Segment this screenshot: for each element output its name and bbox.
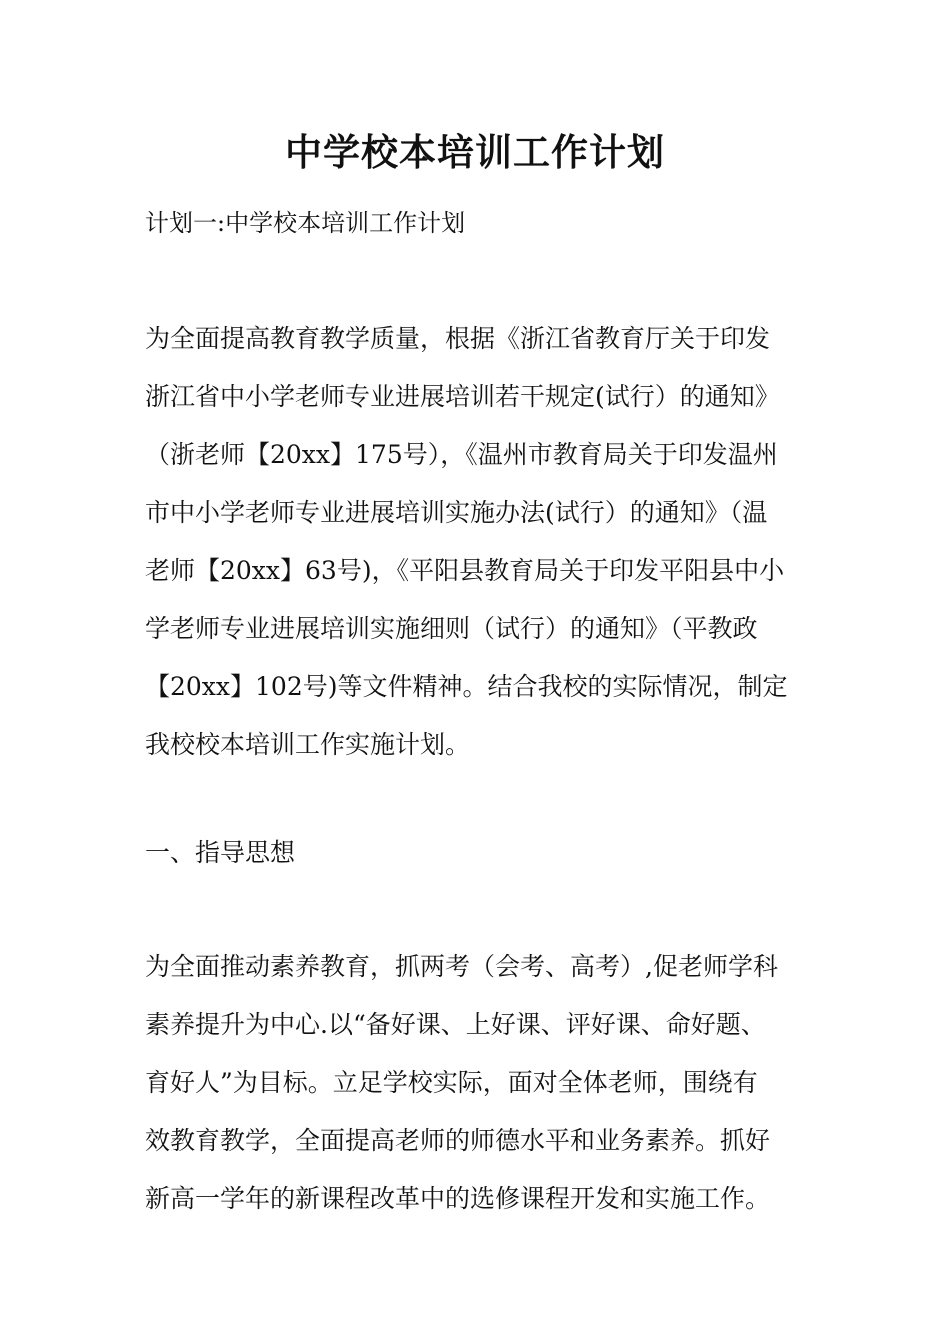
section-line: 为全面推动素养教育，抓两考（会考、高考）,促老师学科 <box>145 952 778 981</box>
document-title: 中学校本培训工作计划 <box>285 130 665 174</box>
document-subtitle: 计划一:中学校本培训工作计划 <box>145 209 466 237</box>
section-line: 素养提升为中心.以“备好课、上好课、评好课、命好题、 <box>145 1010 766 1039</box>
intro-paragraph <box>145 310 810 774</box>
section-line: 育好人”为目标。立足学校实际，面对全体老师，围绕有 <box>145 1068 758 1097</box>
intro-line: 为全面提高教育教学质量，根据《浙江省教育厅关于印发 <box>145 324 771 353</box>
intro-line: 浙江省中小学老师专业进展培训若干规定(试行）的通知》 <box>145 382 780 411</box>
intro-line: （浙老师【20xx】175号），《温州市教育局关于印发温州 <box>145 440 778 469</box>
intro-line: 我校校本培训工作实施计划。 <box>145 730 471 759</box>
intro-line: 学老师专业进展培训实施细则（试行）的通知》（平教政 <box>145 614 758 643</box>
guiding-thought-paragraph <box>145 938 810 1228</box>
section-line: 效教育教学，全面提高老师的师德水平和业务素养。抓好 <box>145 1126 771 1155</box>
section-heading-guiding-thought: 一、指导思想 <box>145 838 296 867</box>
intro-line: 【20xx】102号)等文件精神。结合我校的实际情况，制定 <box>145 672 788 701</box>
intro-line: 老师【20xx】63号)，《平阳县教育局关于印发平阳县中小 <box>145 556 785 585</box>
intro-line: 市中小学老师专业进展培训实施办法(试行）的通知》（温 <box>145 498 768 527</box>
section-line: 新高一学年的新课程改革中的选修课程开发和实施工作。 <box>145 1184 771 1213</box>
